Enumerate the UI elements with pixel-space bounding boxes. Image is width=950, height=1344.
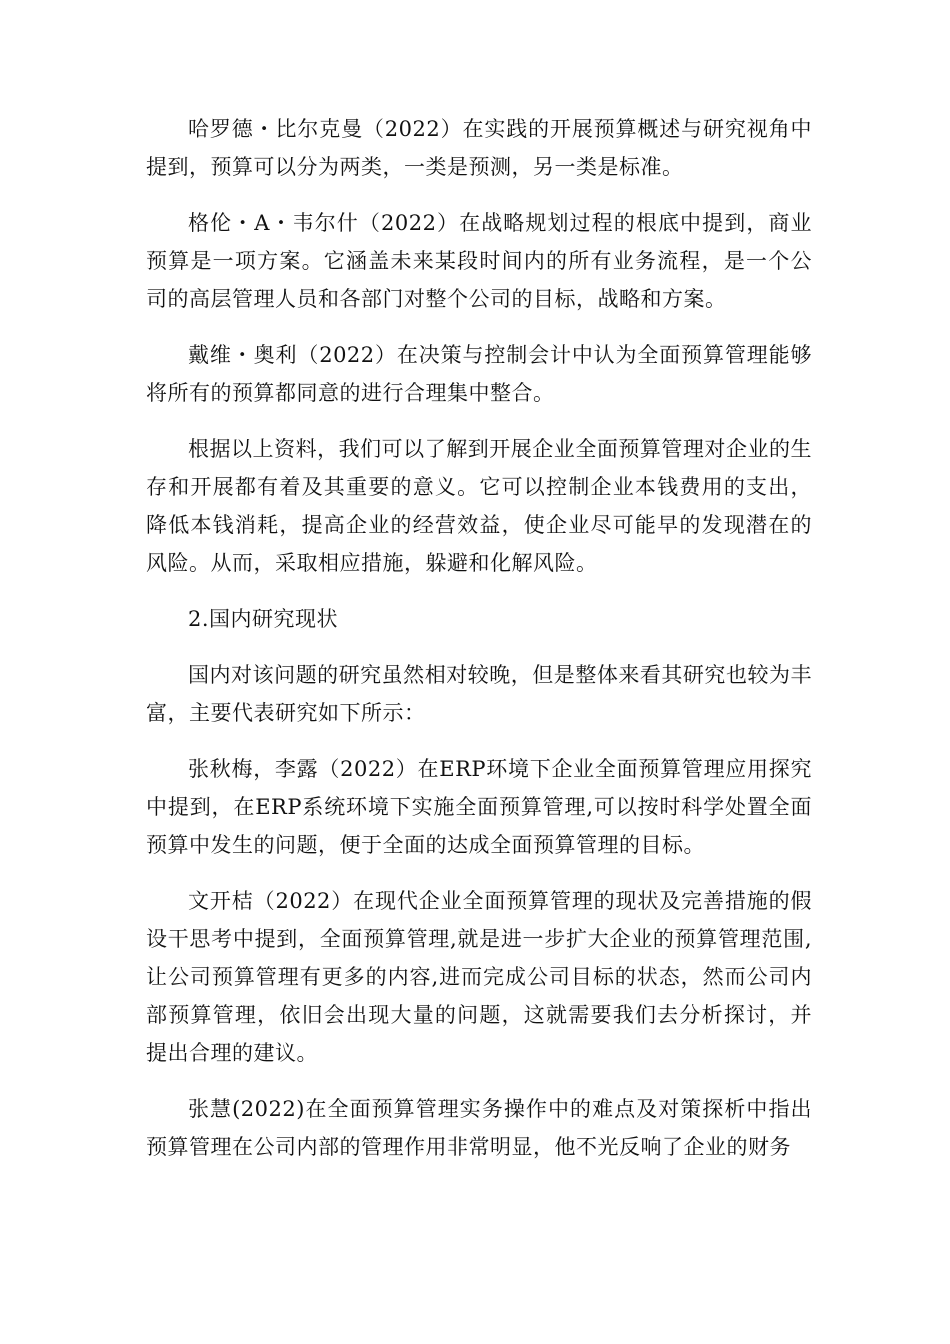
paragraph-zhang-hui: 张慧(2022)在全面预算管理实务操作中的难点及对策探析中指出预算管理在公司内部的管理作用非常明显，他不光反响了企业的财务: [146, 1097, 812, 1159]
paragraph-summary: 根据以上资料，我们可以了解到开展企业全面预算管理对企业的生存和开展都有着及其重要的意义。它可以控制企业本钱费用的支出，降低本钱消耗，提高企业的经营效益，使企业尽可能早的发现潜在的风险。从而，采取相应措施，躲避和化解风险。: [146, 437, 812, 575]
document-page: [146, 110, 812, 1184]
paragraph-zhang-li: 张秋梅，李露（2022）在ERP环境下企业全面预算管理应用探究中提到，在ERP系统环境下实施全面预算管理,可以按时科学处置全面预算中发生的问题，便于全面的达成全面预算管理的目标。: [146, 757, 812, 857]
section-heading-domestic-research: 2.国内研究现状: [188, 607, 339, 631]
paragraph-otley: 戴维・奥利（2022）在决策与控制会计中认为全面预算管理能够将所有的预算都同意的进行合理集中整合。: [146, 343, 812, 405]
paragraph-wen: 文开桔（2022）在现代企业全面预算管理的现状及完善措施的假设干思考中提到，全面预算管理,就是进一步扩大企业的预算管理范围,让公司预算管理有更多的内容,进而完成公司目标的状态，然而公司内部预算管理，依旧会出现大量的问题，这就需要我们去分析探讨，并提出合理的建议。: [146, 889, 812, 1065]
paragraph-welsch: 格伦・A・韦尔什（2022）在战略规划过程的根底中提到，商业预算是一项方案。它涵盖未来某段时间内的所有业务流程，是一个公司的高层管理人员和各部门对整个公司的目标，战略和方案。: [146, 211, 812, 311]
paragraph-domestic-intro: 国内对该问题的研究虽然相对较晚，但是整体来看其研究也较为丰富，主要代表研究如下所示：: [146, 663, 812, 725]
paragraph-harold: 哈罗德・比尔克曼（2022）在实践的开展预算概述与研究视角中提到，预算可以分为两类，一类是预测，另一类是标准。: [146, 117, 812, 179]
